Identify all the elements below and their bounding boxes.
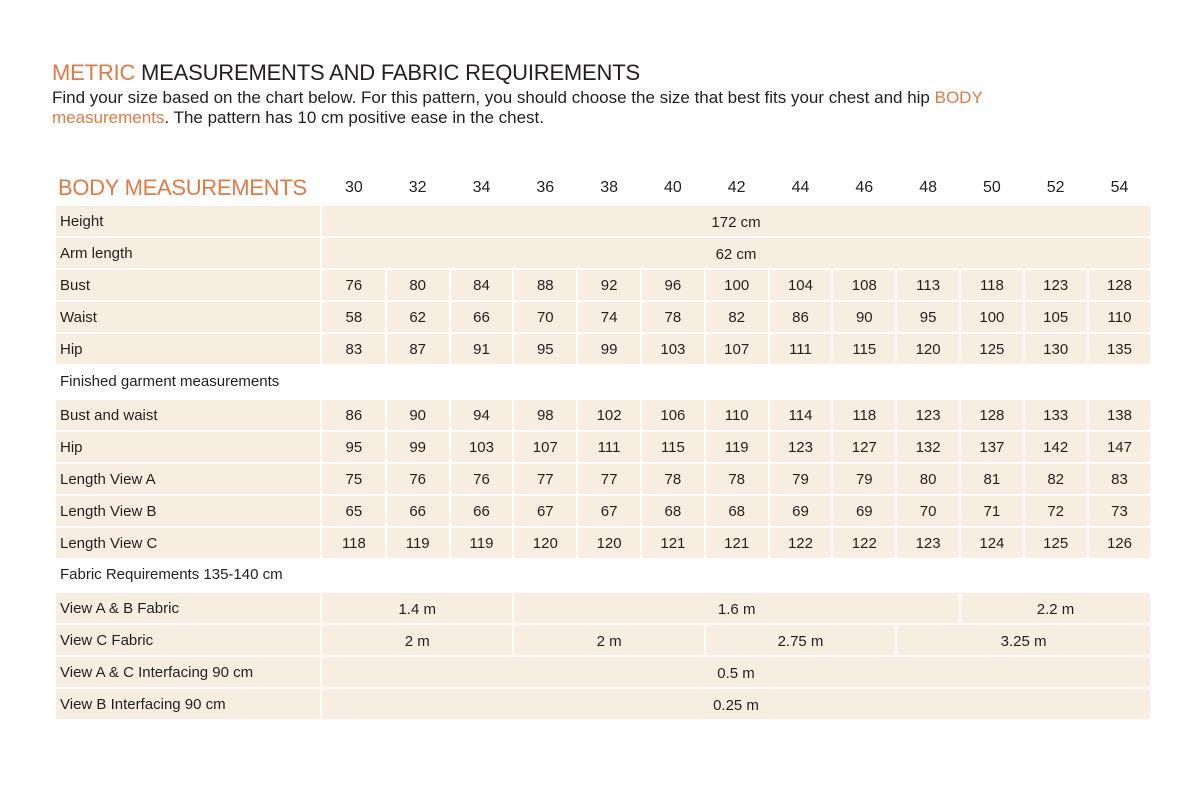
row-label: Bust <box>60 277 91 294</box>
table-cell-value: 133 <box>1043 407 1069 424</box>
row-label: Hip <box>60 341 83 358</box>
row-label: Length View B <box>60 503 157 520</box>
row-label-cell <box>56 334 320 364</box>
heading-accent: METRIC <box>52 60 136 85</box>
table-cell-value: 92 <box>600 277 618 294</box>
table-cell-value: 119 <box>469 535 494 552</box>
table-cell-value: 73 <box>1111 503 1128 520</box>
table-cell-value: 118 <box>341 535 366 552</box>
section-title: Finished garment measurements <box>60 373 280 390</box>
intro-after: . The pattern has 10 cm positive ease in the chest. <box>164 108 545 127</box>
table-title: BODY MEASUREMENTS <box>58 175 307 200</box>
span-value: 62 cm <box>715 246 757 263</box>
table-cell-value: 95 <box>345 439 363 456</box>
heading-rest: MEASUREMENTS AND FABRIC REQUIREMENTS <box>135 60 640 85</box>
table-cell-value: 74 <box>600 309 618 326</box>
size-header: 48 <box>919 179 937 196</box>
table-cell-value: 90 <box>855 309 873 326</box>
table-cell-value: 118 <box>852 407 877 424</box>
table-cell-value: 123 <box>787 439 813 456</box>
table-cell-value: 69 <box>792 503 809 520</box>
table-cell-value: 138 <box>1106 407 1132 424</box>
table-cell-value: 79 <box>792 471 809 488</box>
table-cell-value: 123 <box>1043 277 1069 294</box>
table-cell-value: 81 <box>983 471 1001 488</box>
table-cell-value: 137 <box>979 439 1005 456</box>
table-cell-value: 104 <box>787 277 813 294</box>
table-cell-value: 62 <box>409 309 427 326</box>
row-label: Bust and waist <box>60 407 158 424</box>
table-cell-value: 128 <box>1106 277 1132 294</box>
span-value: 0.5 m <box>717 665 755 682</box>
table-cell-value: 128 <box>979 407 1005 424</box>
table-cell-value: 91 <box>473 341 490 358</box>
table-cell-value: 100 <box>724 277 750 294</box>
table-cell-value: 98 <box>536 407 554 424</box>
table-cell-value: 66 <box>473 503 490 520</box>
table-cell-value: 95 <box>536 341 554 358</box>
table-cell-value: 68 <box>728 503 746 520</box>
span-value: 0.25 m <box>713 697 759 714</box>
table-cell-value: 90 <box>409 407 427 424</box>
table-cell-value: 99 <box>409 439 427 456</box>
table-cell-value: 105 <box>1043 309 1069 326</box>
row-label: Length View A <box>60 471 156 488</box>
size-header: 40 <box>663 179 682 196</box>
table-cell-value: 82 <box>1047 471 1065 488</box>
table-cell-value: 78 <box>728 471 746 488</box>
table-cell-value: 79 <box>855 471 873 488</box>
table-cell-value: 121 <box>724 535 750 552</box>
table-cell-value: 111 <box>789 341 812 358</box>
table-cell-value: 122 <box>787 535 813 552</box>
table-cell-value: 113 <box>916 277 941 294</box>
table-cell-value: 115 <box>852 341 877 358</box>
table-cell-value: 121 <box>660 535 686 552</box>
table-cell-value: 95 <box>919 309 937 326</box>
span-value: 2 m <box>596 633 622 650</box>
table-cell-value: 87 <box>409 341 427 358</box>
table-cell-value: 123 <box>915 407 941 424</box>
size-header: 54 <box>1110 179 1129 196</box>
size-header: 32 <box>408 179 427 196</box>
table-cell-value: 67 <box>600 503 618 520</box>
row-label: View A & B Fabric <box>60 600 179 617</box>
table-cell-value: 108 <box>851 277 877 294</box>
table-cell-value: 106 <box>660 407 686 424</box>
table-cell-value: 66 <box>473 309 490 326</box>
table-cell-value: 115 <box>660 439 685 456</box>
table-cell-value: 135 <box>1106 341 1132 358</box>
table-cell-value: 71 <box>983 503 1001 520</box>
table-cell-value: 70 <box>919 503 937 520</box>
table-cell-value: 86 <box>792 309 809 326</box>
table-cell-value: 99 <box>600 341 618 358</box>
table-cell-value: 80 <box>409 277 427 294</box>
section-title: Fabric Requirements 135-140 cm <box>60 566 283 583</box>
table-cell-value: 110 <box>1107 309 1132 326</box>
size-header: 36 <box>536 179 555 196</box>
row-label-cell <box>56 432 320 462</box>
table-cell-value: 127 <box>851 439 877 456</box>
table-cell-value: 122 <box>851 535 877 552</box>
size-header: 38 <box>600 179 618 196</box>
row-label: View B Interfacing 90 cm <box>60 696 226 713</box>
table-cell-value: 123 <box>915 535 941 552</box>
table-cell-value: 102 <box>596 407 622 424</box>
table-cell-value: 83 <box>1111 471 1128 488</box>
table-cell-value: 100 <box>979 309 1005 326</box>
table-cell-value: 76 <box>473 471 490 488</box>
table-cell-value: 76 <box>345 277 363 294</box>
table-cell-value: 83 <box>345 341 363 358</box>
table-cell-value: 142 <box>1043 439 1069 456</box>
table-cell-value: 110 <box>724 407 749 424</box>
table-cell-value: 80 <box>919 471 937 488</box>
table-cell-value: 119 <box>724 439 749 456</box>
table-cell-value: 77 <box>536 471 554 488</box>
size-header: 42 <box>727 179 746 196</box>
table-cell-value: 67 <box>536 503 554 520</box>
table-cell-value: 103 <box>468 439 494 456</box>
row-label-cell <box>56 270 320 300</box>
table-cell-value: 111 <box>597 439 621 456</box>
size-header: 46 <box>855 179 874 196</box>
table-cell-value: 75 <box>345 471 363 488</box>
span-value: 172 cm <box>711 214 761 231</box>
table-cell-value: 120 <box>915 341 941 358</box>
table-cell-value: 114 <box>788 407 813 424</box>
table-cell-value: 125 <box>1043 535 1069 552</box>
row-label: Arm length <box>60 245 133 262</box>
table-cell-value: 120 <box>532 535 558 552</box>
table-cell-value: 78 <box>664 471 682 488</box>
table-cell-value: 96 <box>664 277 682 294</box>
table-cell-value: 77 <box>600 471 618 488</box>
table-cell-value: 84 <box>473 277 490 294</box>
size-header: 44 <box>791 179 810 196</box>
table-cell-value: 132 <box>915 439 941 456</box>
table-cell-value: 130 <box>1043 341 1069 358</box>
span-value: 1.6 m <box>717 601 756 618</box>
table-cell-value: 107 <box>532 439 558 456</box>
table-cell-value: 120 <box>596 535 622 552</box>
row-label: View A & C Interfacing 90 cm <box>60 664 254 681</box>
size-header: 30 <box>344 179 363 196</box>
span-value: 2 m <box>404 633 430 650</box>
table-cell-value: 70 <box>536 309 554 326</box>
intro-accent: BODY measurements <box>52 88 983 127</box>
table-cell-value: 119 <box>405 535 430 552</box>
row-label: View C Fabric <box>60 632 154 649</box>
table-cell-value: 147 <box>1106 439 1132 456</box>
row-label: Height <box>60 213 104 230</box>
size-header: 34 <box>472 179 491 196</box>
table-cell-value: 72 <box>1047 503 1065 520</box>
size-header: 50 <box>982 179 1001 196</box>
table-cell-value: 82 <box>728 309 746 326</box>
span-value: 3.25 m <box>1000 633 1047 650</box>
table-cell-value: 58 <box>345 309 363 326</box>
table-cell-value: 68 <box>664 503 682 520</box>
table-cell-value: 88 <box>536 277 554 294</box>
table-cell-value: 118 <box>979 277 1004 294</box>
row-label: Length View C <box>60 535 158 552</box>
table-cell-value: 76 <box>409 471 427 488</box>
size-header: 52 <box>1046 179 1065 196</box>
table-cell-value: 86 <box>345 407 363 424</box>
table-cell-value: 107 <box>724 341 750 358</box>
table-cell-value: 66 <box>409 503 427 520</box>
intro-before: Find your size based on the chart below. For this pattern, you should choose the size that best fits your chest and hip <box>52 88 935 107</box>
table-cell-value: 103 <box>660 341 686 358</box>
row-label: Hip <box>60 439 83 456</box>
table-cell-value: 78 <box>664 309 682 326</box>
span-value: 1.4 m <box>398 601 436 618</box>
span-value: 2.75 m <box>777 633 824 650</box>
span-value: 2.2 m <box>1036 601 1075 618</box>
table-cell-value: 124 <box>979 535 1005 552</box>
table-cell-value: 69 <box>855 503 873 520</box>
table-cell-value: 125 <box>979 341 1005 358</box>
table-cell-value: 94 <box>473 407 490 424</box>
table-cell-value: 126 <box>1106 535 1132 552</box>
table-cell-value: 65 <box>345 503 363 520</box>
row-label: Waist <box>60 309 97 326</box>
